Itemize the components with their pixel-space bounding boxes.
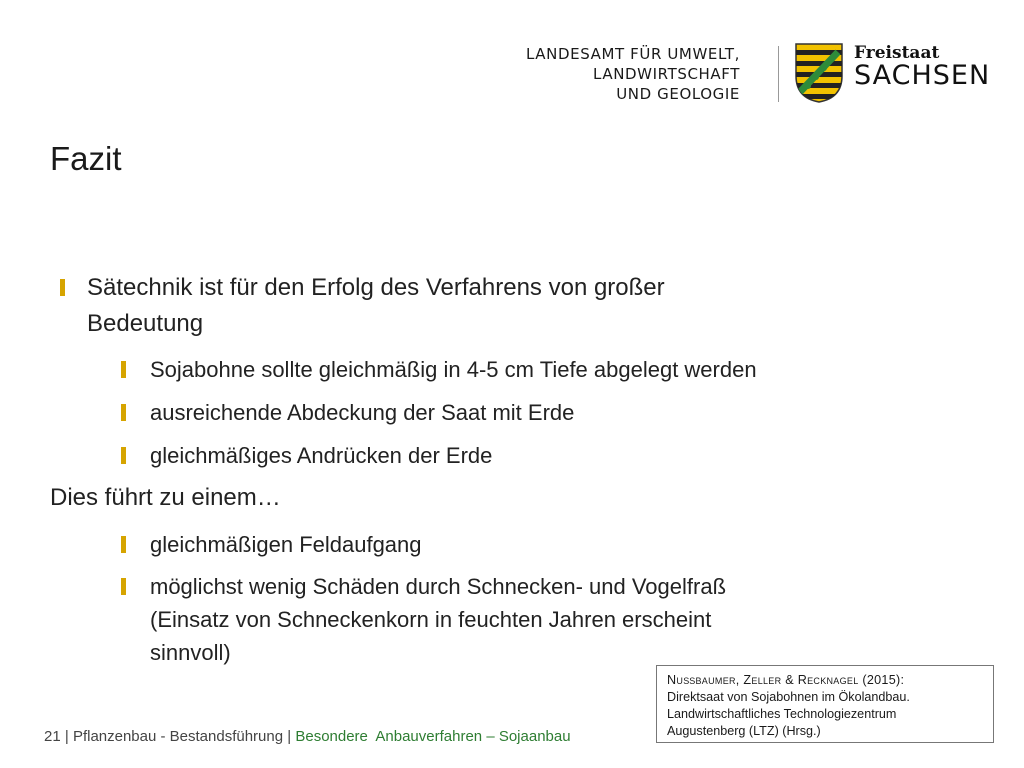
header-logo xyxy=(526,40,991,110)
bullet-marker xyxy=(121,361,126,378)
bullet-marker xyxy=(121,536,126,553)
bullet-text-line: Bedeutung xyxy=(87,310,204,337)
sub-bullet-item xyxy=(121,396,574,429)
footer-section: Pflanzenbau - Bestandsführung xyxy=(72,728,284,745)
bullet-text-line: Sätechnik ist für den Erfolg des Verfahrens von großer xyxy=(87,274,665,301)
agency-line-2: LANDWIRTSCHAFT xyxy=(593,65,740,83)
sub-bullet-item xyxy=(121,528,422,561)
sub-bullet-text: gleichmäßigen Feldaufgang xyxy=(150,532,422,557)
page-number: 21 xyxy=(44,728,61,745)
state-small: Freistaat xyxy=(854,43,940,63)
footer xyxy=(44,728,571,745)
logo-divider xyxy=(778,46,779,102)
state-name xyxy=(854,44,990,90)
bullet-item xyxy=(60,270,665,342)
bullet-marker xyxy=(121,404,126,421)
state-big: SACHSEN xyxy=(854,60,991,91)
slide-title: Fazit xyxy=(50,140,122,177)
citation-box xyxy=(656,665,994,743)
footer-separator: | xyxy=(64,728,73,745)
sub-bullet-text-line: sinnvoll) xyxy=(150,640,231,665)
saxony-coat-of-arms-icon xyxy=(794,42,844,104)
sub-bullet-item xyxy=(121,570,726,669)
bullet-marker xyxy=(121,578,126,595)
sub-bullet-item xyxy=(121,439,492,472)
footer-separator: | xyxy=(287,728,296,745)
bullet-marker xyxy=(60,279,65,296)
citation-line: Landwirtschaftliches Technologiezentrum xyxy=(667,707,897,721)
sub-bullet-text: Sojabohne sollte gleichmäßig in 4-5 cm Tiefe abgelegt werden xyxy=(150,357,757,382)
citation-authors: Nußbaumer, Zeller & Recknagel (2015): xyxy=(667,673,905,687)
sub-bullet-text-line: (Einsatz von Schneckenkorn in feuchten Jahren erscheint xyxy=(150,607,712,632)
sub-bullet-item xyxy=(121,353,757,386)
agency-line-1: LANDESAMT FÜR UMWELT, xyxy=(526,45,740,63)
citation-line: Augustenberg (LTZ) (Hrsg.) xyxy=(667,724,821,738)
sub-bullet-text: gleichmäßiges Andrücken der Erde xyxy=(150,443,493,468)
sub-bullet-text: ausreichende Abdeckung der Saat mit Erde xyxy=(150,400,575,425)
agency-line-3: UND GEOLOGIE xyxy=(616,85,740,103)
sub-bullet-text-line: möglichst wenig Schäden durch Schnecken- und Vogelfraß xyxy=(150,574,727,599)
bullet-marker xyxy=(121,447,126,464)
agency-name xyxy=(526,44,740,104)
footer-topic: Besondere Anbauverfahren – Sojaanbau xyxy=(295,728,571,745)
plain-line: Dies führt zu einem… xyxy=(50,484,281,511)
citation-line: Direktsaat von Sojabohnen im Ökolandbau. xyxy=(667,690,910,704)
